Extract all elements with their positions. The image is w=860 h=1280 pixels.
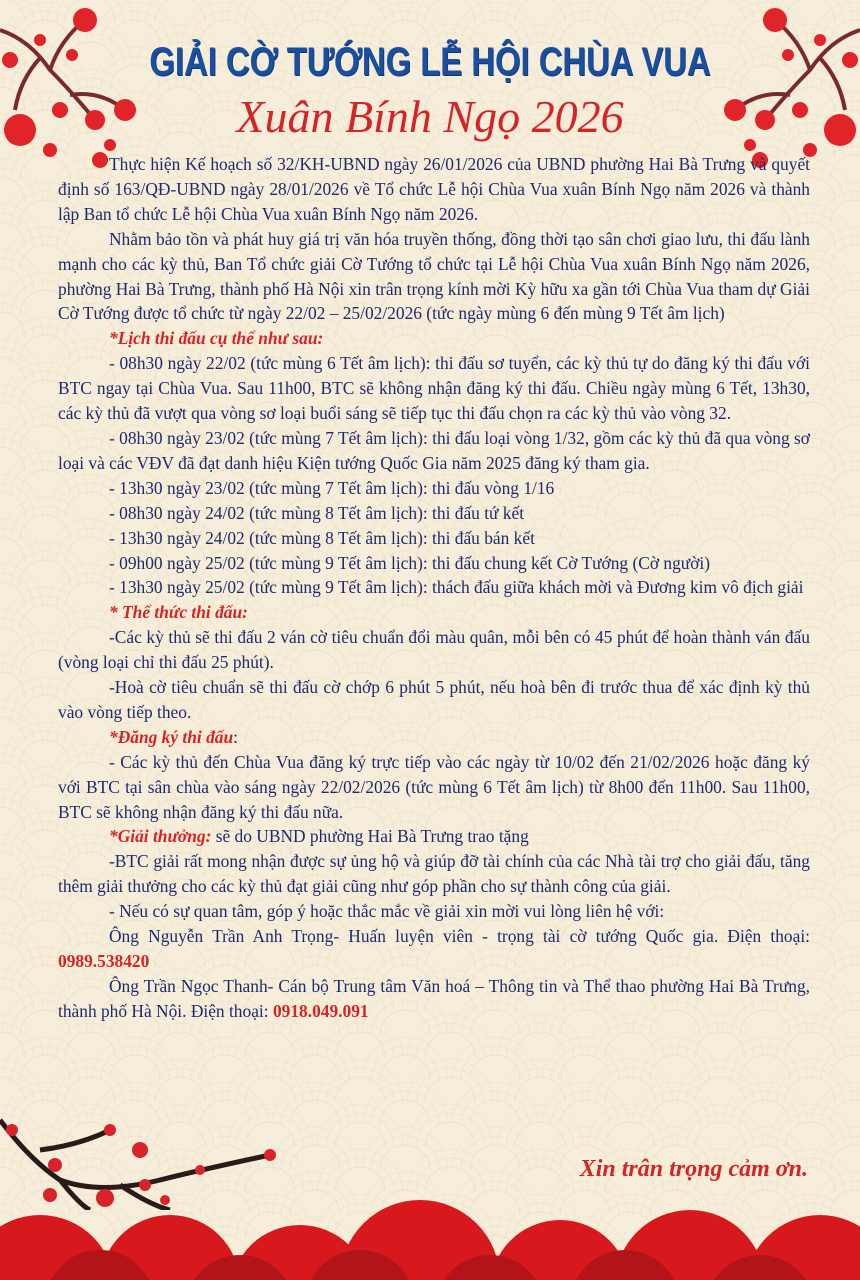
format-item: -Hoà cờ tiêu chuẩn sẽ thi đấu cờ chớp 6 phút 5 phút, nếu hoà bên đi trước thua để xác định kỳ thủ vào vòng tiếp theo. [58, 677, 810, 722]
registration-heading [58, 725, 810, 750]
closing-thanks: Xin trân trọng cảm ơn. [579, 1156, 808, 1182]
schedule-item: - 08h30 ngày 22/02 (tức mùng 6 Tết âm lịch): thi đấu sơ tuyển, các kỳ thủ tự do đăng ký thi đấu với BTC ngay tại Chùa Vua. Sau 11h00, BTC sẽ không nhận đăng ký thi đấu. Chiều ngày mùng 6 Tết, 13h30, các kỳ thủ đã vượt qua vòng sơ loại buổi sáng sẽ tiếp tục thi đấu chọn ra các kỳ thủ vào vòng 32. [58, 353, 810, 424]
schedule-item: - 08h30 ngày 24/02 (tức mùng 8 Tết âm lịch): thi đấu tứ kết [109, 502, 525, 523]
format-heading: * Thể thức thi đấu: [109, 602, 248, 623]
registration-item: - Các kỳ thủ đến Chùa Vua đăng ký trực tiếp vào các ngày từ 10/02 đến 21/02/2026 hoặc đăng ký với BTC tại sân chùa vào sáng ngày 22/02/2026 (tức mùng 6 Tết âm lịch) từ 8h00 đến 11h00. Sau 11h00, BTC sẽ không nhận đăng ký thi đấu nữa. [58, 751, 810, 822]
page-title: GIẢI CỜ TƯỚNG LỄ HỘI CHÙA VUA [149, 40, 711, 84]
schedule-heading: *Lịch thi đấu cụ thể như sau: [109, 328, 324, 349]
contact-phone[interactable]: 0989.538420 [58, 951, 150, 971]
intro-paragraph: Thực hiện Kế hoạch số 32/KH-UBND ngày 26/01/2026 của UBND phường Hai Bà Trưng và quyết định số 163/QĐ-UBND ngày 28/01/2026 về Tổ chức Lễ hội Chùa Vua xuân Bính Ngọ năm 2026 và thành lập Ban tổ chức Lễ hội Chùa Vua xuân Bính Ngọ năm 2026. [58, 154, 810, 224]
contact-text: Ông Trần Ngọc Thanh- Cán bộ Trung tâm Văn hoá – Thông tin và Thể thao phường Hai Bà Trưng, thành phố Hà Nội. Điện thoại: [58, 975, 810, 1021]
contact-item [58, 924, 810, 974]
plum-branch-bottom-left-icon [0, 1110, 290, 1210]
prizes-item: - Nếu có sự quan tâm, góp ý hoặc thắc mắc về giải xin mời vui lòng liên hệ với: [109, 901, 665, 922]
schedule-item: - 09h00 ngày 25/02 (tức mùng 9 Tết âm lịch): thi đấu chung kết Cờ Tướng (Cờ người) [109, 552, 711, 573]
registration-heading-text: *Đăng ký thi đấu [109, 726, 234, 747]
intro-paragraph: Nhằm bảo tồn và phát huy giá trị văn hóa truyền thống, đồng thời tạo sân chơi giao lưu, thi đấu lành mạnh cho các kỳ thủ, Ban Tổ chức giải Cờ Tướng tổ chức tại Lễ hội Chùa Vua xuân Bính Ngọ năm 2026, phường Hai Bà Trưng, thành phố Hà Nội xin trân trọng kính mời Kỳ hữu xa gần tới Chùa Vua tham dự Giải Cờ Tướng được tổ chức từ ngày 22/02 – 25/02/2026 (tức ngày mùng 6 đến mùng 9 Tết âm lịch) [58, 228, 810, 324]
format-item: -Các kỳ thủ sẽ thi đấu 2 ván cờ tiêu chuẩn đổi màu quân, mỗi bên có 45 phút để hoàn thành ván đấu (vòng loại chỉ thi đấu 25 phút). [58, 627, 810, 673]
contact-text: Ông Nguyễn Trần Anh Trọng- Huấn luyện viên - trọng tài cờ tướng Quốc gia. Điện thoại: [109, 926, 810, 947]
page-subtitle: Xuân Bính Ngọ 2026 [236, 91, 624, 142]
contact-item [58, 974, 810, 1024]
prizes-item: -BTC giải rất mong nhận được sự ủng hộ và giúp đỡ tài chính của các Nhà tài trợ cho giải đấu, tăng thêm giải thưởng cho các kỳ thủ đạt giải cũng như góp phần cho sự thành công của giải. [58, 851, 810, 897]
prizes-heading-text: *Giải thưởng: [109, 826, 212, 847]
announcement-body [58, 152, 810, 1024]
schedule-item: - 13h30 ngày 25/02 (tức mùng 9 Tết âm lịch): thách đấu giữa khách mời và Đương kim vô địch giải [109, 577, 804, 598]
schedule-item: - 13h30 ngày 23/02 (tức mùng 7 Tết âm lịch): thi đấu vòng 1/16 [109, 477, 555, 498]
schedule-item: - 13h30 ngày 24/02 (tức mùng 8 Tết âm lịch): thi đấu bán kết [109, 527, 535, 548]
header [0, 14, 860, 144]
schedule-item: - 08h30 ngày 23/02 (tức mùng 7 Tết âm lịch): thi đấu loại vòng 1/32, gồm các kỳ thủ đã qua vòng sơ loại và các VĐV đã đạt danh hiệu Kiện tướng Quốc Gia năm 2025 đăng ký tham gia. [58, 427, 810, 473]
registration-heading-suffix: : [233, 726, 239, 747]
contact-phone[interactable]: 0918.049.091 [272, 1000, 369, 1021]
prizes-heading [58, 824, 810, 849]
prizes-heading-suffix: sẽ do UBND phường Hai Bà Trưng trao tặng [211, 826, 529, 847]
